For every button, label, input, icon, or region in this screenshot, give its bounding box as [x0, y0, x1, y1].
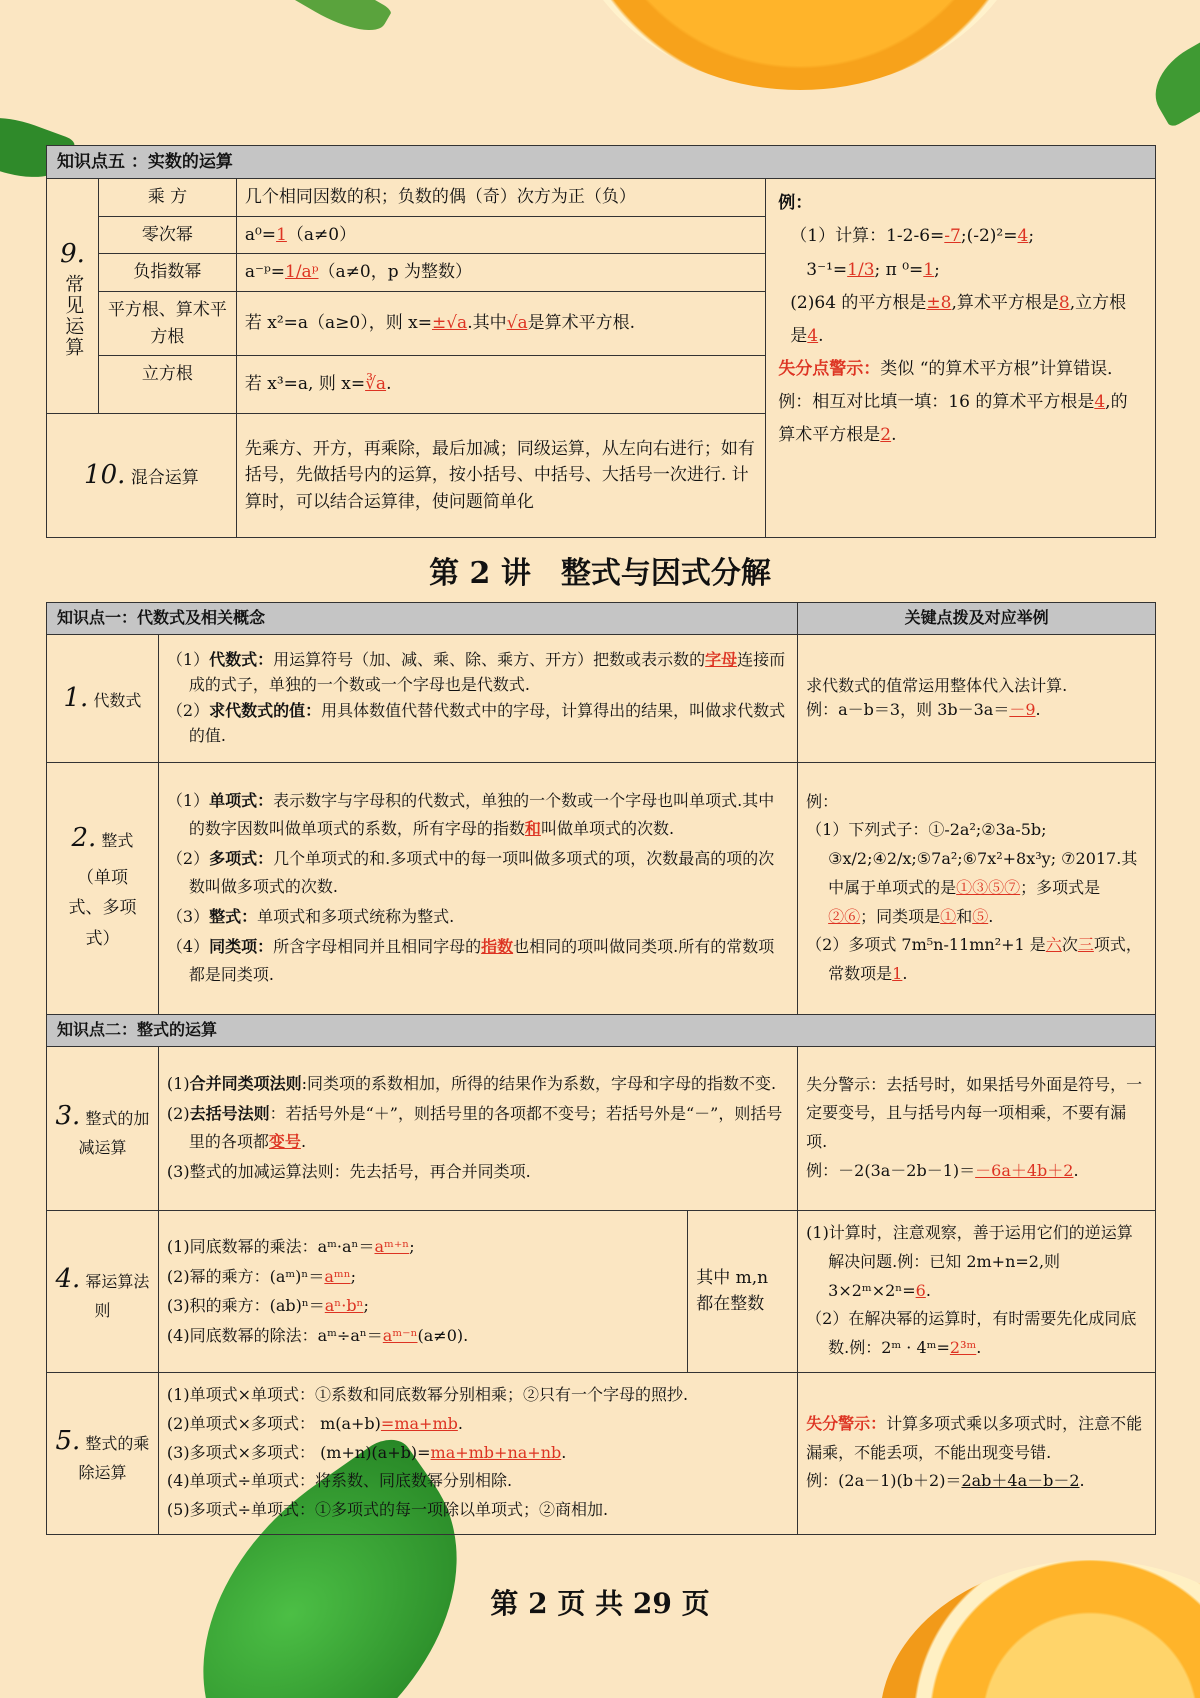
- topic-note: 其中 m,n 都在整数: [688, 1210, 798, 1372]
- lecture-title: 第 2 讲 整式与因式分解: [429, 556, 771, 591]
- topic-example: 失分警示：去括号时，如果括号外面是符号，一定要变号，且与括号内每一项相乘，不要有漏项. 例：－2(3a－2b－1)＝－6a＋4b＋2.: [798, 1046, 1156, 1210]
- topic-content: (1)同底数幂的乘法：aᵐ·aⁿ＝aᵐ⁺ⁿ; (2)幂的乘方：(aᵐ)ⁿ＝aᵐⁿ; (3)积的乘方：(ab)ⁿ＝aⁿ·bⁿ; (4)同底数幂的除法：aᵐ÷aⁿ＝aᵐ⁻ⁿ(a≠0).: [158, 1210, 687, 1372]
- topic-content: (1)合并同类项法则:同类项的系数相加，所得的结果作为系数，字母和字母的指数不变. (2)去括号法则：若括号外是“＋”，则括号里的各项都不变号；若括号外是“－”，则括号里的各项都变号. (3)整式的加减运算法则：先去括号，再合并同类项.: [158, 1046, 797, 1210]
- row-name: 立方根: [98, 356, 236, 414]
- topic-content: (1)单项式×单项式：①系数和同底数幂分别相乘；②只有一个字母的照抄. (2)单项式×多项式： m(a+b)=ma+mb. (3)多项式×多项式： (m+n)(a+b)=ma+mb+na+nb. (4)单项式÷单项式：将系数、同底数幂分别相除. (5)多项式÷单项式：①多项式的每一项除以单项式；②商相加.: [158, 1372, 797, 1534]
- mixed-desc: 先乘方、开方，再乘除，最后加减；同级运算，从左向右进行；如有括号，先做括号内的运算，按小括号、中括号、大括号一次进行. 计算时，可以结合运算律，使问题简单化: [236, 414, 765, 538]
- section-header: 知识点五 ：实数的运算: [47, 146, 1156, 179]
- topic-label: 1. 代数式: [47, 634, 159, 762]
- section-header: 知识点一：代数式及相关概念: [47, 603, 798, 635]
- page-footer: 第 2 页 共 29 页: [490, 1587, 710, 1620]
- topic-example: 失分警示：计算多项式乘以多项式时，注意不能漏乘，不能丢项，不能出现变号错. 例：(2a－1)(b＋2)＝2ab＋4a－b－2.: [798, 1372, 1156, 1534]
- example-cell: 例： （1）计算：1-2-6=-7;(-2)²=4; 3⁻¹=1/3; π ⁰=1; (2)64 的平方根是±8,算术平方根是8,立方根是4. 失分点警示：类似 “的算术平方根”计算错误． 例：相互对比填一填：16 的算术平方根是4,的算术平方根是2.: [766, 179, 1156, 538]
- row-desc: a⁻ᵖ=1/aᵖ（a≠0，p 为整数）: [236, 254, 765, 292]
- topic-example: 求代数式的值常运用整体代入法计算. 例：a－b＝3，则 3b－3a＝－9.: [798, 634, 1156, 762]
- topic-example: 例： （1）下列式子：①-2a²;②3a-5b; ③x/2;④2/x;⑤7a²;⑥7x²+8x³y; ⑦2017.其中属于单项式的是①③⑤⑦；多项式是②⑥；同类项是①和⑤. （2）多项式 7m⁵n-11mn²+1 是六次三项式，常数项是1.: [798, 762, 1156, 1014]
- row-name: 乘 方: [98, 179, 236, 216]
- polynomial-table: [46, 602, 1156, 1535]
- topic-label: 2. 整式 （单项式、多项式）: [47, 762, 159, 1014]
- row-desc: 若 x²=a（a≥0），则 x=±√a.其中√a是算术平方根.: [236, 292, 765, 356]
- row-name: 平方根、算术平方根: [98, 292, 236, 356]
- topic-label: 4. 幂运算法则: [47, 1210, 159, 1372]
- mixed-label-cell: 10. 混合运算: [47, 414, 237, 538]
- topic-content: （1）单项式：表示数字与字母积的代数式，单独的一个数或一个字母也叫单项式.其中的数字因数叫做单项式的系数，所有字母的指数和叫做单项式的次数. （2）多项式：几个单项式的和.多项式中的每一项叫做多项式的项，次数最高的项的次数叫做多项式的次数. （3）整式：单项式和多项式统称为整式. （4）同类项：所含字母相同并且相同字母的指数也相同的项叫做同类项.所有的常数项都是同类项.: [158, 762, 797, 1014]
- row-desc: 几个相同因数的积；负数的偶（奇）次方为正（负）: [236, 179, 765, 216]
- topic-example: (1)计算时，注意观察，善于运用它们的逆运算解决问题.例：已知 2m+n=2,则 3×2ᵐ×2ⁿ=6. （2）在解决幂的运算时，有时需要先化成同底数.例：2ᵐ · 4ᵐ=2³ᵐ.: [798, 1210, 1156, 1372]
- row-desc: a⁰=1（a≠0）: [236, 216, 765, 253]
- row-name: 负指数幂: [98, 254, 236, 292]
- row-name: 零次幂: [98, 216, 236, 253]
- row-desc: 若 x³=a, 则 x=∛a.: [236, 356, 765, 414]
- group-cell: 9. 常见运算: [47, 179, 99, 414]
- topic-label: 3. 整式的加减运算: [47, 1046, 159, 1210]
- topic-label: 5. 整式的乘除运算: [47, 1372, 159, 1534]
- section-header-right: 关键点拨及对应举例: [798, 603, 1156, 635]
- real-number-table: [46, 145, 1156, 538]
- section-header: 知识点二：整式的运算: [47, 1014, 1156, 1046]
- topic-content: （1）代数式：用运算符号（加、减、乘、除、乘方、开方）把数或表示数的字母连接而成的式子，单独的一个数或一个字母也是代数式. （2）求代数式的值：用具体数值代替代数式中的字母，计算得出的结果，叫做求代数式的值.: [158, 634, 797, 762]
